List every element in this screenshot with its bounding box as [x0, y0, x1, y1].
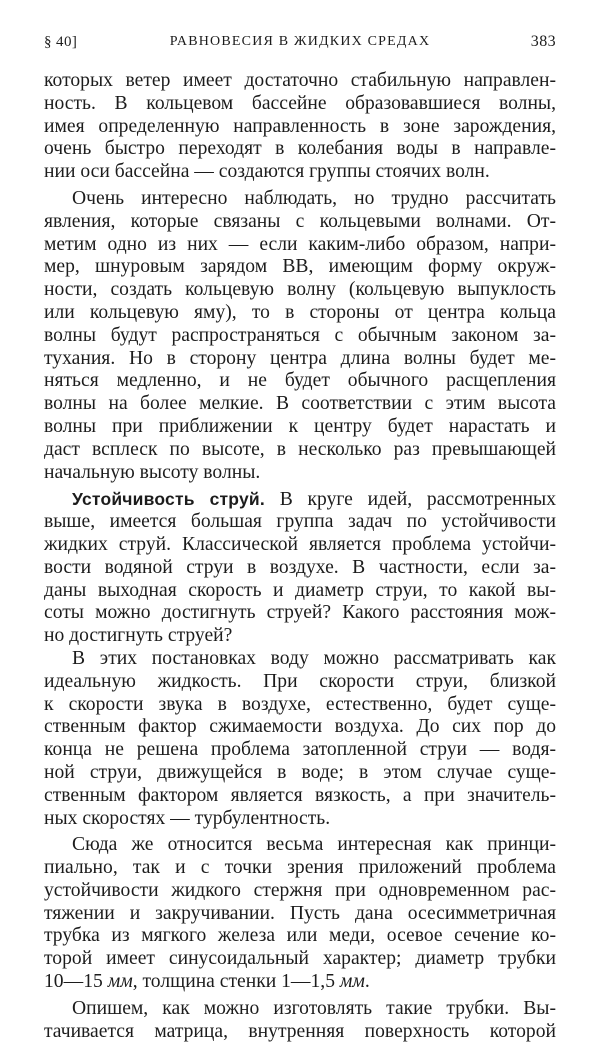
text-line: имея определенную направленность в зоне зарождения, [44, 115, 556, 137]
text-line: нии оси бассейна — создаются группы стоячих волн. [44, 161, 490, 183]
text-line: ности, создать кольцевую волну (кольцевую выпуклость [44, 279, 556, 301]
text-line: явления, которые связаны с кольцевыми волнами. От- [44, 210, 556, 232]
text-line: ных скоростях — турбулентность. [44, 807, 331, 829]
text-line: вости водяной струи в воздухе. В частности, если за- [44, 556, 556, 578]
text-line: тачивается матрица, внутренняя поверхность которой [44, 1020, 556, 1042]
text-line: ной струи, движущейся в воде; в этом случае суще- [44, 761, 556, 783]
text-line: трубка из мягкого железа или меди, осевое сечение ко- [44, 925, 556, 947]
text-line: конца не решена проблема затопленной струи — водя- [44, 739, 556, 761]
text-line: жидких струй. Классической является проблема устойчи- [44, 533, 556, 555]
run-in-heading: Устойчивость струй. [72, 489, 265, 510]
text-line: или кольцевую яму), то в стороны от центра кольца [44, 301, 556, 323]
text-line [44, 488, 556, 511]
text-line: Очень интересно наблюдать, но трудно рассчитать [72, 187, 556, 209]
text-line: но достигнуть струей? [44, 625, 233, 647]
paragraph-ring-waves [44, 188, 556, 484]
running-title: РАВНОВЕСИЯ В ЖИДКИХ СРЕДАХ [169, 34, 431, 49]
text-line: к скорости звука в воздухе, естественно, будет суще- [44, 693, 556, 715]
paragraph-fabrication [44, 998, 556, 1043]
text-line: устойчивости жидкого стержня при одновременном рас- [44, 879, 556, 901]
page-number: 383 [530, 33, 556, 50]
text-line: соты можно достигнуть струей? Какого расстояния мож- [44, 602, 556, 624]
unit-mm: мм [107, 971, 133, 993]
paragraph-liquid-rod [44, 834, 556, 994]
paragraph-jet-stability [44, 488, 556, 648]
text-line: которых ветер имеет достаточно стабильную направлен- [44, 70, 556, 91]
text-fragment: , толщина стенки 1—1,5 [132, 971, 340, 993]
text-line: ственным фактор сжимаемости воздуха. До сих пор до [44, 716, 556, 738]
text-line: В этих постановках воду можно рассматривать как [72, 647, 556, 669]
text-line: тяжении и закручивании. Пусть дана осесимметричная [44, 902, 556, 924]
text-line: Опишем, как можно изготовлять такие трубки. Вы- [72, 997, 556, 1019]
text-line: даны выходная скорость и диаметр струи, то какой вы- [44, 579, 556, 601]
text-line: мер, шнуровым зарядом ВВ, имеющим форму окруж- [44, 256, 556, 278]
text-line: ность. В кольцевом бассейне образовавшиеся волны, [44, 92, 556, 114]
text-line: начальную высоту волны. [44, 461, 261, 483]
unit-mm: мм [339, 971, 365, 993]
text-line: пиально, так и с точки зрения приложений проблема [44, 857, 556, 879]
text-fragment: . [364, 971, 370, 993]
text-line: ственным фактором является вязкость, а при значитель- [44, 784, 556, 806]
paragraph-continuation [44, 70, 556, 184]
section-number: § 40] [44, 34, 78, 50]
text-line: волны на более мелкие. В соответствии с этим высота [44, 393, 556, 415]
text-line: торой имеет синусоидальный характер; диаметр трубки [44, 948, 556, 970]
text-line: тухания. Но в сторону центра длина волны будет ме- [44, 347, 556, 369]
body-text [44, 70, 556, 1043]
paragraph-ideal-fluid [44, 648, 556, 830]
text-line: волны будут распространяться с обычным законом за- [44, 324, 556, 346]
text-line [44, 971, 556, 994]
text-fragment: 10—15 [44, 971, 108, 993]
page-header [44, 30, 556, 54]
text-line: выше, имеется большая группа задач по устойчивости [44, 511, 556, 533]
text-line: няться медленно, и не будет обычного расщепления [44, 370, 556, 392]
text-line: Сюда же относится весьма интересная как принци- [72, 834, 556, 856]
text-fragment: В круге идей, рассмотренных [264, 489, 556, 511]
text-line: волны при приближении к центру будет нарастать и [44, 415, 556, 437]
text-line: очень быстро переходят в колебания воды в направле- [44, 138, 556, 160]
text-line: идеальную жидкость. При скорости струи, близкой [44, 670, 556, 692]
text-line: метим одно из них — если каким-либо образом, напри- [44, 233, 556, 255]
text-line: даст всплеск по высоте, в несколько раз превышающей [44, 438, 556, 460]
